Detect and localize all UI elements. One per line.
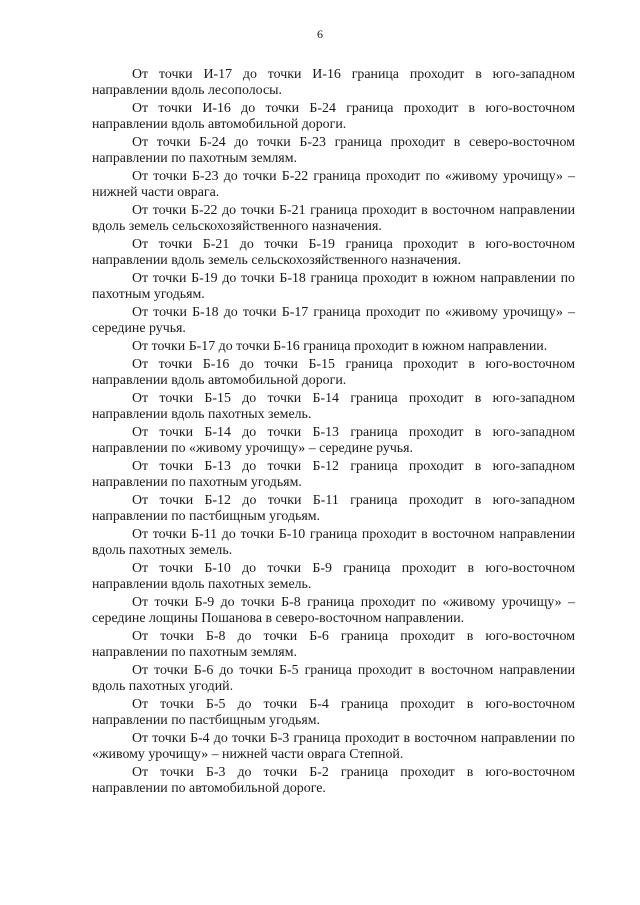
paragraph: От точки Б-10 до точки Б-9 граница проходит в юго-восточном направлении вдоль пахотных земель. <box>92 560 575 592</box>
paragraph: От точки Б-4 до точки Б-3 граница проходит в восточном направлении по «живому урочищу» – нижней части оврага Степной. <box>92 730 575 762</box>
paragraph: От точки Б-24 до точки Б-23 граница проходит в северо-восточном направлении по пахотным землям. <box>92 135 575 167</box>
paragraph: От точки Б-6 до точки Б-5 граница проходит в восточном направлении вдоль пахотных угодий. <box>92 662 575 694</box>
paragraph: От точки Б-9 до точки Б-8 граница проходит по «живому урочищу» – середине лощины Пошанова в северо-восточном направлении. <box>92 594 575 626</box>
paragraph: От точки Б-22 до точки Б-21 граница проходит в восточном направлении вдоль земель сельскохозяйственного назначения. <box>92 203 575 235</box>
paragraph: От точки Б-11 до точки Б-10 граница проходит в восточном направлении вдоль пахотных земель. <box>92 526 575 558</box>
paragraph: От точки И-16 до точки Б-24 граница проходит в юго-восточном направлении вдоль автомобильной дороги. <box>92 101 575 133</box>
paragraph: От точки Б-23 до точки Б-22 граница проходит по «живому урочищу» – нижней части оврага. <box>92 169 575 201</box>
paragraph: От точки Б-12 до точки Б-11 граница проходит в юго-западном направлении по пастбищным угодьям. <box>92 492 575 524</box>
paragraph: От точки Б-3 до точки Б-2 граница проходит в юго-восточном направлении по автомобильной дороге. <box>92 764 575 796</box>
paragraph: От точки Б-21 до точки Б-19 граница проходит в юго-восточном направлении вдоль земель сельскохозяйственного назначения. <box>92 237 575 269</box>
paragraph: От точки Б-15 до точки Б-14 граница проходит в юго-западном направлении вдоль пахотных земель. <box>92 390 575 422</box>
paragraph: От точки Б-17 до точки Б-16 граница проходит в южном направлении. <box>132 339 548 354</box>
paragraph: От точки Б-5 до точки Б-4 граница проходит в юго-восточном направлении по пастбищным угодьям. <box>92 696 575 728</box>
page-number: 6 <box>317 27 323 41</box>
paragraph: От точки И-17 до точки И-16 граница проходит в юго-западном направлении вдоль лесополосы. <box>92 67 575 99</box>
paragraph: От точки Б-13 до точки Б-12 граница проходит в юго-западном направлении по пахотным угодьям. <box>92 458 575 490</box>
paragraph: От точки Б-8 до точки Б-6 граница проходит в юго-восточном направлении по пахотным землям. <box>92 628 575 660</box>
paragraph: От точки Б-18 до точки Б-17 граница проходит по «живому урочищу» – середине ручья. <box>92 305 575 337</box>
paragraph: От точки Б-16 до точки Б-15 граница проходит в юго-восточном направлении вдоль автомобильной дороги. <box>92 356 575 388</box>
paragraph: От точки Б-19 до точки Б-18 граница проходит в южном направлении по пахотным угодьям. <box>92 271 575 303</box>
document-body <box>92 67 575 799</box>
paragraph: От точки Б-14 до точки Б-13 граница проходит в юго-западном направлении по «живому урочищу» – середине ручья. <box>92 424 575 456</box>
